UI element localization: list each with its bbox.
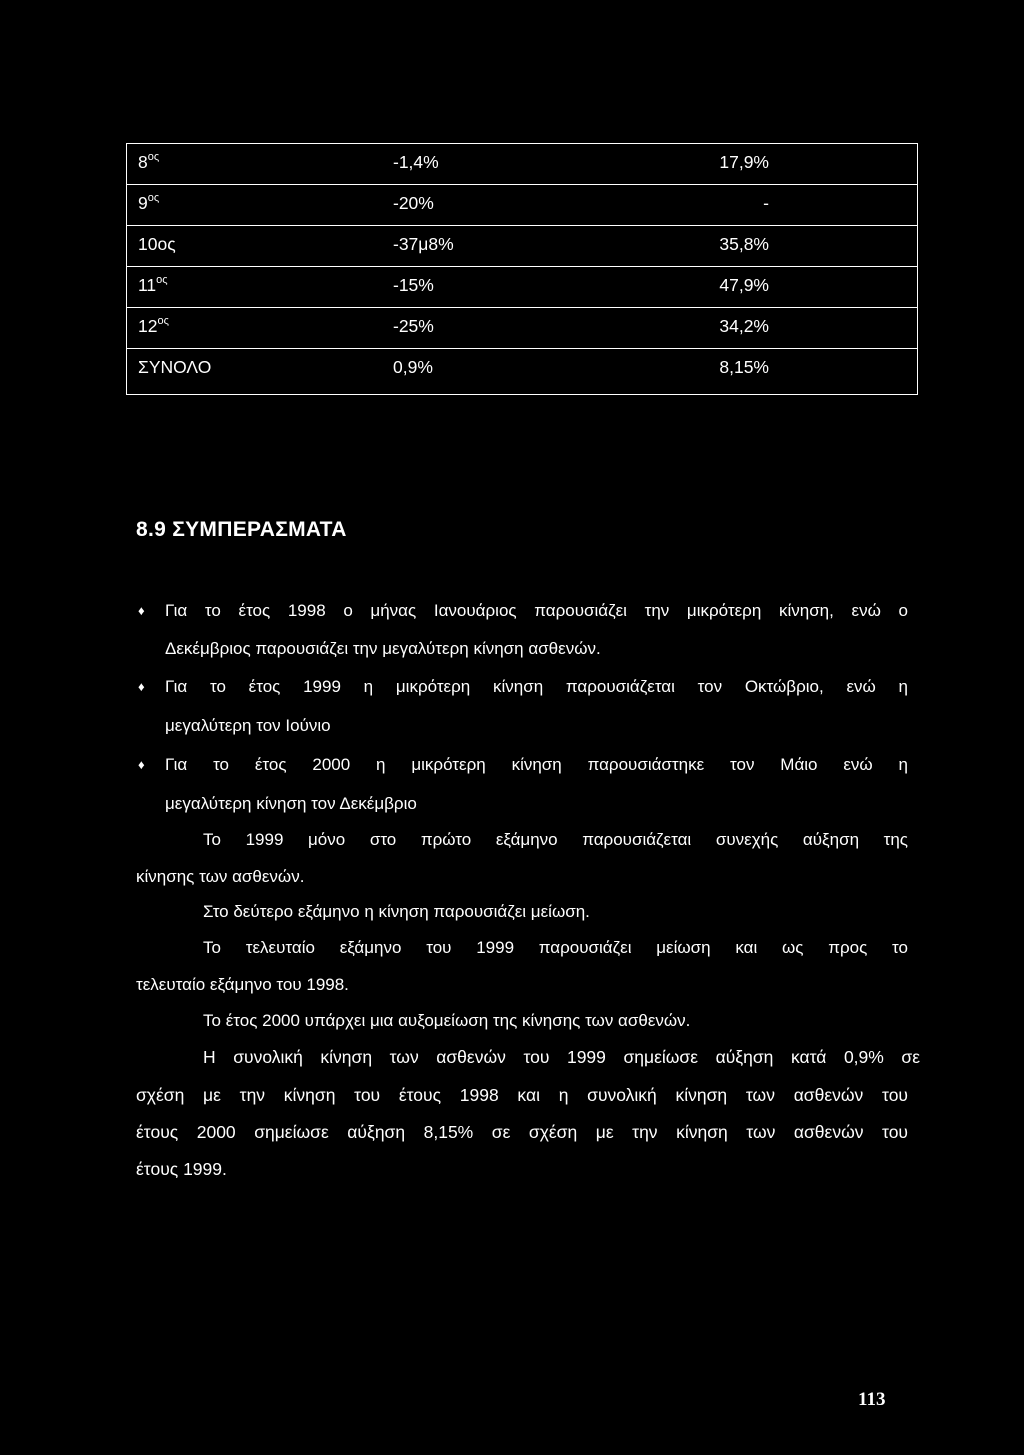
paragraph-2-line-1: Στο δεύτερο εξάμηνο η κίνηση παρουσιάζει μείωση. xyxy=(203,902,590,921)
row-change: -1,4% xyxy=(393,152,439,172)
row-change: -25% xyxy=(393,316,434,336)
table-row xyxy=(127,267,917,308)
row-label: 10ος xyxy=(138,234,176,254)
paragraph-5-line-2: σχέση με την κίνηση του έτους 1998 και η συνολική κίνηση των ασθενών του xyxy=(136,1085,908,1105)
table-row xyxy=(127,144,917,185)
percentage-table xyxy=(126,143,918,395)
row-change: -37μ8% xyxy=(393,234,454,254)
bullet-3-line-2: μεγαλύτερη κίνηση τον Δεκέμβριο xyxy=(165,794,417,813)
section-heading: 8.9 ΣΥΜΠΕΡΑΣΜΑΤΑ xyxy=(136,518,347,541)
row-label: $11^{o\varsigma}$ xyxy=(138,274,168,295)
table-row xyxy=(127,226,917,267)
row-change: -15% xyxy=(393,275,434,295)
paragraph-1-line-2: κίνησης των ασθενών. xyxy=(136,867,305,886)
row-total: 8,15% xyxy=(719,357,769,377)
paragraph-5-line-3: έτους 2000 σημείωσε αύξηση 8,15% σε σχέση με την κίνηση των ασθενών του xyxy=(136,1122,908,1142)
row-change: -20% xyxy=(393,193,434,213)
row-total: - xyxy=(763,193,769,213)
bullet-1-line-1: Για το έτος 1998 ο μήνας Ιανουάριος παρουσιάζει την μικρότερη κίνηση, ενώ ο xyxy=(165,601,908,620)
row-total: 34,2% xyxy=(719,316,769,336)
row-total: 17,9% xyxy=(719,152,769,172)
row-total: 35,8% xyxy=(719,234,769,254)
table-row xyxy=(127,185,917,226)
bullet-diamond-icon: ♦ xyxy=(138,679,145,694)
paragraph-4-line-1: Το έτος 2000 υπάρχει μια αυξομείωση της κίνησης των ασθενών. xyxy=(203,1011,691,1030)
paragraph-1-line-1: Το 1999 μόνο στο πρώτο εξάμηνο παρουσιάζεται συνεχής αύξηση της xyxy=(203,830,908,849)
bullet-diamond-icon: ♦ xyxy=(138,757,145,772)
bullet-1-line-2: Δεκέμβριος παρουσιάζει την μεγαλύτερη κίνηση ασθενών. xyxy=(165,639,601,658)
row-label: $12^{o\varsigma}$ xyxy=(138,315,169,336)
paragraph-3-line-2: τελευταίο εξάμηνο του 1998. xyxy=(136,975,349,994)
row-total: 47,9% xyxy=(719,275,769,295)
row-label: $8^{o\varsigma}$ xyxy=(138,151,160,172)
bullet-2-line-2: μεγαλύτερη τον Ιούνιο xyxy=(165,716,331,735)
bullet-3-line-1: Για το έτος 2000 η μικρότερη κίνηση παρουσιάστηκε τον Μάιο ενώ η xyxy=(165,755,908,774)
paragraph-5-line-4: έτους 1999. xyxy=(136,1159,227,1179)
page-number: 113 xyxy=(858,1389,886,1410)
bullet-diamond-icon: ♦ xyxy=(138,603,145,618)
paragraph-5-line-1: Η συνολική κίνηση των ασθενών του 1999 σημείωσε αύξηση κατά 0,9% σε xyxy=(203,1047,920,1067)
table-row-total xyxy=(127,349,917,394)
paragraph-3-line-1: Το τελευταίο εξάμηνο του 1999 παρουσιάζει μείωση και ως προς το xyxy=(203,938,908,957)
row-change: 0,9% xyxy=(393,357,433,377)
row-label: $9^{o\varsigma}$ xyxy=(138,192,160,213)
row-label: ΣΥΝΟΛΟ xyxy=(138,357,212,377)
bullet-2-line-1: Για το έτος 1999 η μικρότερη κίνηση παρουσιάζεται τον Οκτώβριο, ενώ η xyxy=(165,677,908,696)
table-row xyxy=(127,308,917,349)
